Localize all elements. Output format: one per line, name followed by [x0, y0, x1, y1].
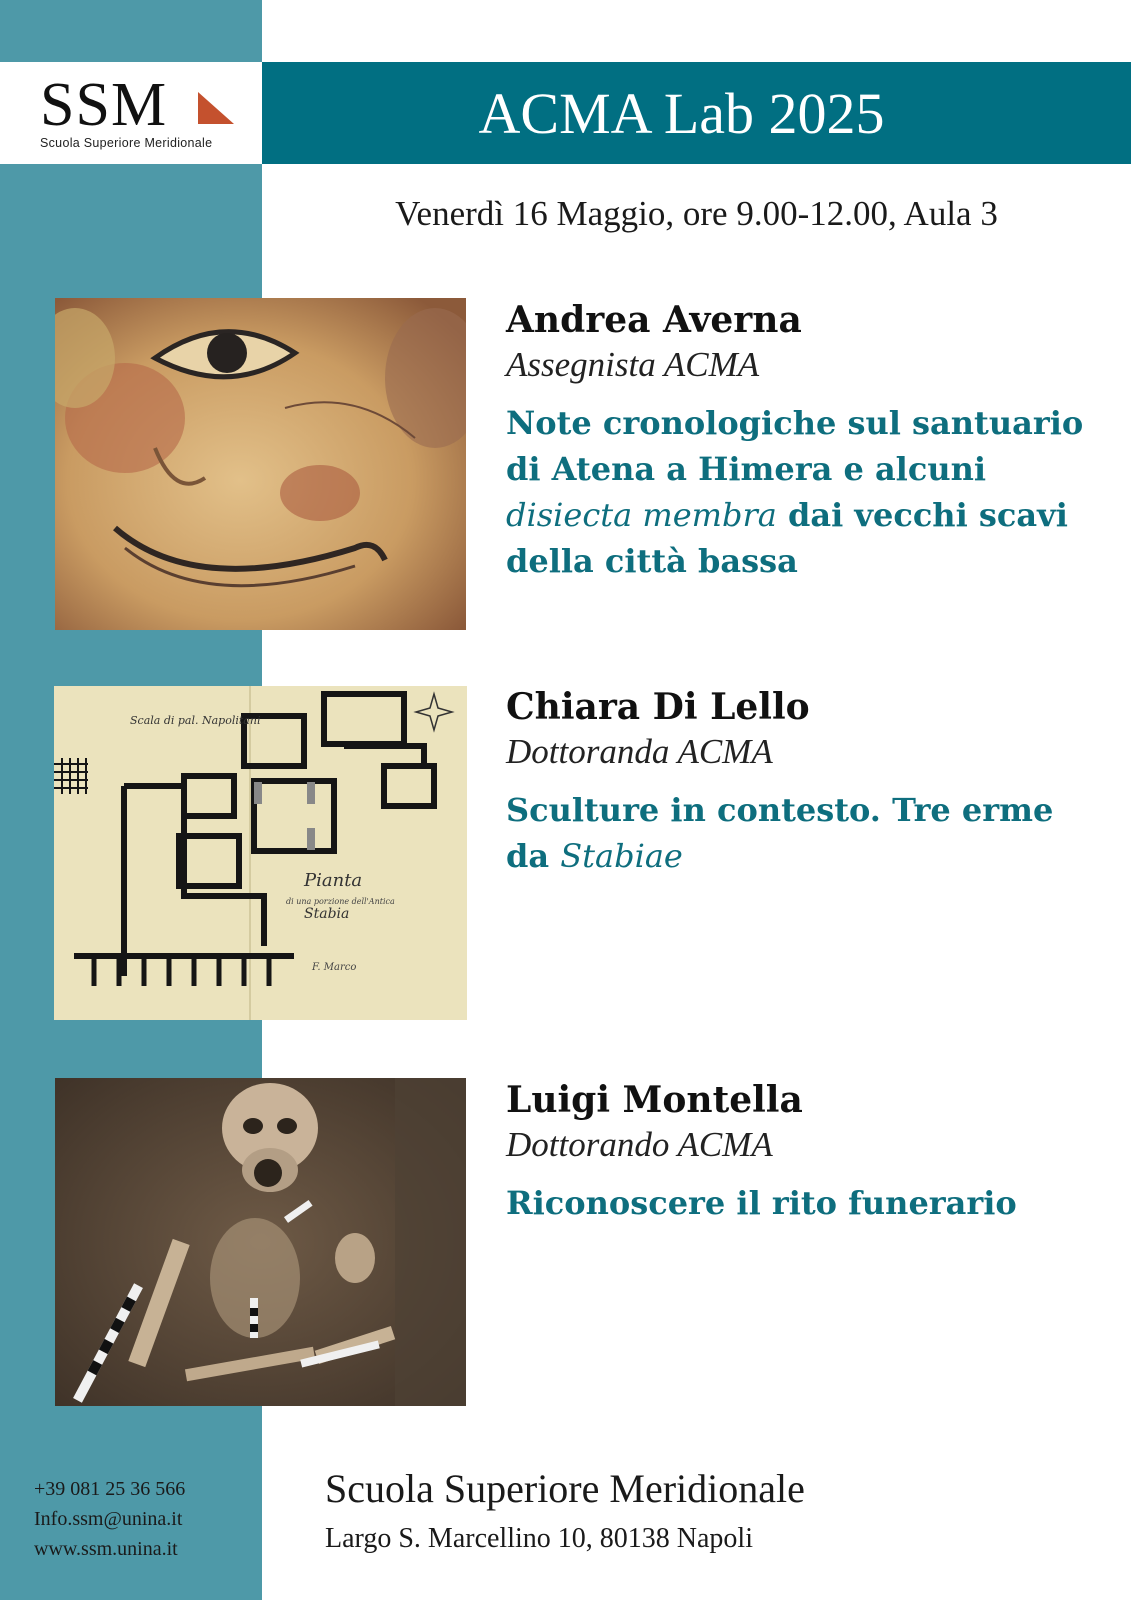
- speaker-name: Chiara Di Lello: [506, 686, 810, 728]
- plan-place: Stabia: [304, 906, 350, 922]
- talk-2-image: [54, 686, 467, 1020]
- logo-triangle-icon: [196, 90, 236, 126]
- speaker-role: Dottoranda ACMA: [506, 732, 773, 771]
- logo-abbr: SSM: [40, 71, 168, 139]
- talk-title: [506, 1180, 1106, 1226]
- talk-title: [506, 400, 1106, 584]
- talk-title-part: Note cronologiche sul santuario di Atena a Himera e alcuni: [506, 404, 1084, 488]
- talk-1: [506, 298, 1106, 584]
- page-title: ACMA Lab 2025: [478, 80, 885, 146]
- contact-email[interactable]: Info.ssm@unina.it: [34, 1508, 183, 1530]
- talk-title: [506, 787, 1106, 879]
- talk-title-italic: disiecta membra: [506, 496, 777, 534]
- logo-full-name: Scuola Superiore Meridionale: [40, 136, 213, 150]
- plan-author: F. Marco: [312, 962, 357, 973]
- speaker-role: Assegnista ACMA: [506, 345, 760, 384]
- plan-scale-label: Scala di pal. Napolitani: [130, 714, 261, 727]
- talk-3-image: [55, 1078, 466, 1406]
- header-bar: [262, 62, 1131, 164]
- burial-excavation-illustration: [55, 1078, 466, 1406]
- talk-title-part: Riconoscere il rito funerario: [506, 1184, 1017, 1222]
- speaker-name: Luigi Montella: [506, 1079, 803, 1121]
- stabia-plan-illustration: [54, 686, 467, 1020]
- contacts: [34, 1474, 185, 1564]
- speaker-role: Dottorando ACMA: [506, 1125, 773, 1164]
- contact-website[interactable]: www.ssm.unina.it: [34, 1538, 178, 1560]
- footer-address: Largo S. Marcellino 10, 80138 Napoli: [325, 1523, 753, 1554]
- contact-phone[interactable]: +39 081 25 36 566: [34, 1478, 186, 1500]
- footer-school-name: Scuola Superiore Meridionale: [325, 1466, 805, 1511]
- terracotta-face-illustration: [55, 298, 466, 630]
- talk-title-part: Sculture in contesto. Tre erme da: [506, 791, 1054, 875]
- talk-title-italic: Stabiae: [560, 837, 683, 875]
- plan-title: Pianta: [304, 870, 363, 891]
- speaker-name: Andrea Averna: [506, 299, 802, 341]
- talk-1-image: [55, 298, 466, 630]
- talk-2: [506, 685, 1106, 879]
- talk-title-part: dai vecchi scavi della città bassa: [506, 496, 1068, 580]
- plan-subtitle: di una porzione dell'Antica: [286, 897, 395, 906]
- logo[interactable]: [0, 62, 262, 164]
- talk-3: [506, 1078, 1106, 1226]
- event-date: Venerdì 16 Maggio, ore 9.00-12.00, Aula 3: [395, 194, 998, 233]
